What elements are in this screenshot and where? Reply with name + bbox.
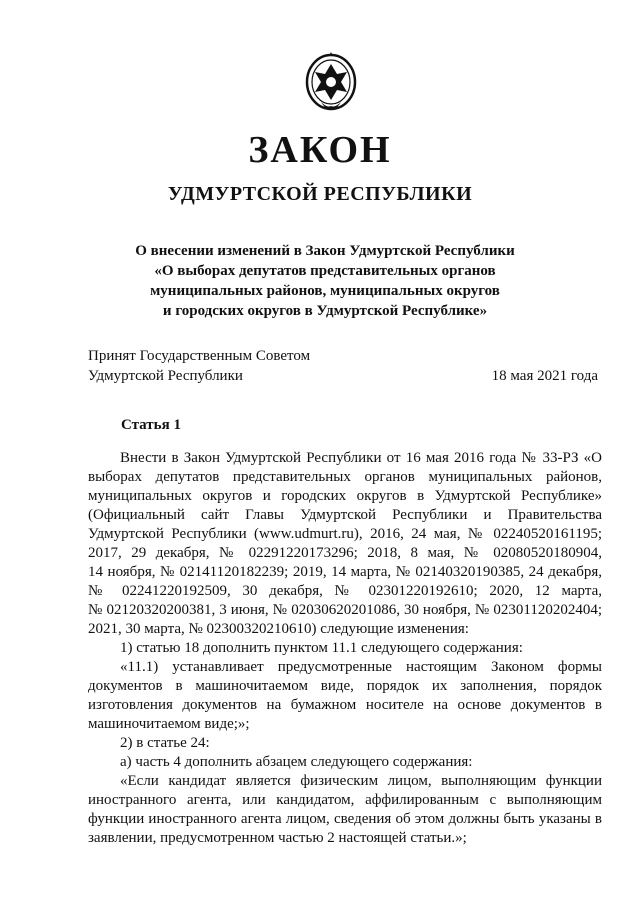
document-title: ЗАКОН [248,129,392,171]
heading-line: О внесении изменений в Закон Удмуртской Республики [135,243,515,259]
body-line: «Если кандидат является физическим лицом, выполняющим функции [120,773,602,789]
body-line: Внести в Закон Удмуртской Республики от 16 мая 2016 года № 33-РЗ «О [120,450,602,466]
heading-line: и городских округов в Удмуртской Республике» [162,303,488,319]
adoption-statement [88,346,310,386]
body-line: № 02120320200381, 3 июня, № 02030620201086, 30 ноября, № 02301120202404; [88,602,602,618]
body-line: 1) статью 18 дополнить пунктом 11.1 следующего содержания: [120,640,523,656]
heading-line: муниципальных районов, муниципальных округов [150,283,500,299]
body-line: документов в машиночитаемом виде, порядок их заполнения, порядок [88,678,602,694]
heading-line: «О выборах депутатов представительных органов [154,263,496,279]
body-line: «11.1) устанавливает предусмотренные настоящим Законом формы [120,659,602,675]
body-line: (Официальный сайт Главы Удмуртской Республики и Правительства [88,507,602,523]
article-title: Статья 1 [121,417,181,433]
body-line: а) часть 4 дополнить абзацем следующего содержания: [120,754,473,770]
body-line: 2) в статье 24: [120,735,210,751]
body-line: 14 ноября, № 02141120182239; 2019, 14 марта, № 02140320190385, 24 декабря, [88,564,602,580]
adoption-date: 18 мая 2021 года [491,368,598,384]
body-line: изготовления документов на бумажном носителе на основе документов в [88,697,602,713]
udmurt-coat-of-arms-icon [303,52,359,118]
body-line: функции иностранного агента лицом, сведения об этом должны быть указаны в [88,811,602,827]
body-line: выборах депутатов представительных органов муниципальных районов, [88,469,602,485]
body-line: 2021, 30 марта, № 02300320210610) следующие изменения: [88,621,469,637]
body-line: иностранного агента, или кандидатом, аффилированным с выполняющим [88,792,602,808]
document-subtitle: УДМУРТСКОЙ РЕСПУБЛИКИ [167,183,473,205]
body-line: 2017, 29 декабря, № 02291220173296; 2018, 8 мая, № 02080520180904, [88,545,602,561]
body-line: Удмуртской Республики (www.udmurt.ru), 2016, 24 мая, № 02240520161195; [88,526,602,542]
article-body [88,449,602,848]
adopted-by-line: Принят Государственным Советом [88,348,311,364]
body-line: машиночитаемом виде;»; [88,716,250,732]
body-line: муниципальных округов и городских округов в Удмуртской Республике» [88,488,602,504]
body-line: заявлении, предусмотренном частью 2 настоящей статьи.»; [88,830,467,846]
adopted-by-line: Удмуртской Республики [88,368,243,384]
law-heading [60,241,590,321]
body-line: № 02241220192509, 30 декабря, № 02301220192610; 2020, 12 марта, [88,583,602,599]
